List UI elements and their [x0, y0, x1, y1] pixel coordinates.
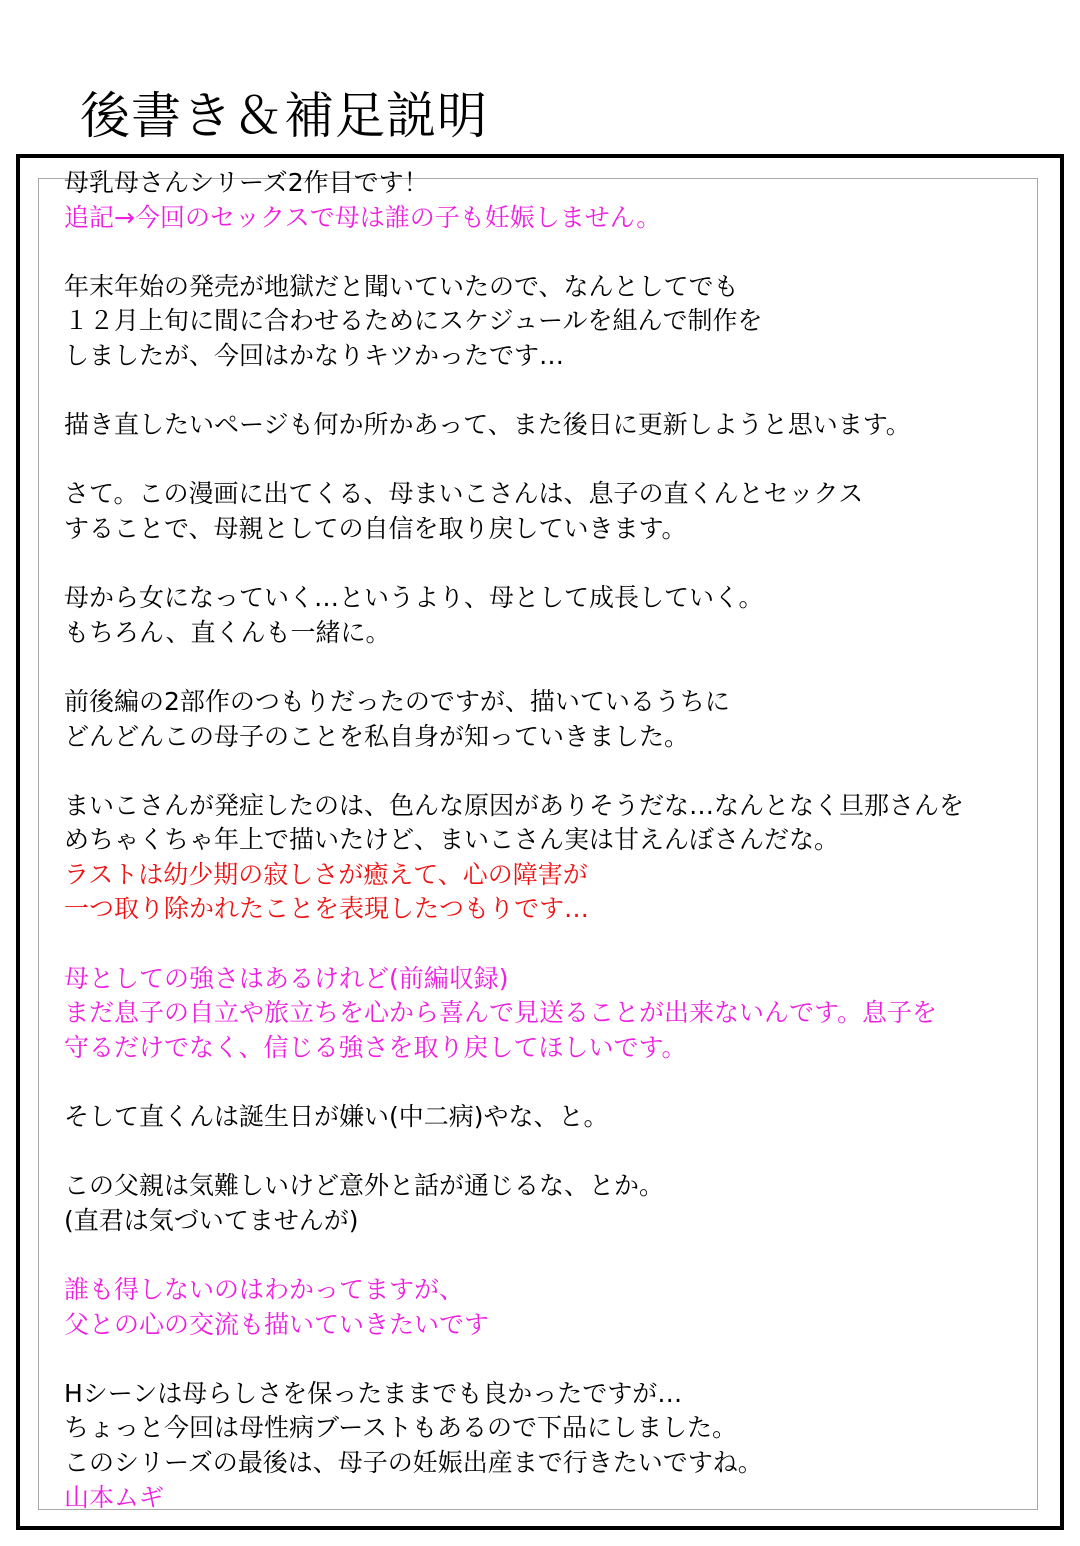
text-line: しましたが、今回はかなりキツかったです…	[64, 340, 565, 370]
text-line: 父との心の交流も描いていきたいです	[64, 1309, 490, 1339]
blank-line	[64, 443, 1044, 478]
page-title: 後書き＆補足説明	[80, 87, 488, 145]
text-line: 母から女になっていく…というより、母として成長していく。	[64, 583, 764, 613]
text-line: ちょっと今回は母性病ブーストもあるので下品にしました。	[64, 1413, 738, 1443]
blank-line	[64, 1238, 1044, 1273]
text-line: まだ息子の自立や旅立ちを心から喜んで見送ることが出来ないんです。息子を	[64, 998, 938, 1028]
text-line: １２月上旬に間に合わせるためにスケジュールを組んで制作を	[64, 306, 763, 336]
text-line: この父親は気難しいけど意外と話が通じるな、とか。	[64, 1171, 665, 1201]
text-line: めちゃくちゃ年上で描いたけど、まいこさん実は甘えんぼさんだな。	[64, 825, 840, 855]
blank-line	[64, 1342, 1044, 1377]
text-line: することで、母親としての自信を取り戻していきます。	[64, 513, 687, 543]
text-line: 一つ取り除かれたことを表現したつもりです…	[64, 894, 590, 924]
text-line: このシリーズの最後は、母子の妊娠出産まで行きたいですね。	[64, 1447, 763, 1477]
text-line: そして直くんは誕生日が嫌い(中二病)やな、と。	[64, 1102, 609, 1132]
text-line: 山本ムギ	[64, 1482, 165, 1512]
text-line: もちろん、直くんも一緒に。	[64, 617, 391, 647]
text-line: (直君は気づいてませんが)	[64, 1205, 359, 1235]
text-line: 誰も得しないのはわかってますが、	[64, 1275, 465, 1304]
blank-line	[64, 754, 1044, 789]
blank-line	[64, 1065, 1044, 1100]
text-line: 追記→今回のセックスで母は誰の子も妊娠しません。	[64, 202, 662, 232]
blank-line	[64, 547, 1044, 582]
text-line: さて。この漫画に出てくる、母まいこさんは、息子の直くんとセックス	[64, 479, 864, 509]
blank-line	[64, 235, 1044, 270]
blank-line	[64, 1135, 1044, 1170]
afterword-text	[64, 166, 1044, 1515]
text-line: 守るだけでなく、信じる強さを取り戻してほしいです。	[64, 1032, 687, 1062]
text-line: 年末年始の発売が地獄だと聞いていたので、なんとしてでも	[64, 271, 739, 301]
text-line: まいこさんが発症したのは、色んな原因がありそうだな…なんとなく旦那さんを	[64, 790, 965, 820]
text-line: どんどんこの母子のことを私自身が知っていきました。	[64, 721, 690, 751]
text-line: 母乳母さんシリーズ2作目です！	[64, 168, 429, 197]
text-line: 描き直したいページも何か所かあって、また後日に更新しようと思います。	[64, 410, 911, 440]
text-line: 母としての強さはあるけれど(前編収録)	[64, 963, 509, 993]
blank-line	[64, 927, 1044, 962]
blank-line	[64, 374, 1044, 409]
text-line: ラストは幼少期の寂しさが癒えて、心の障害が	[64, 859, 588, 889]
text-line: 前後編の2部作のつもりだったのですが、描いているうちに	[64, 686, 730, 716]
text-line: Hシーンは母らしさを保ったままでも良かったですが…	[64, 1378, 683, 1408]
blank-line	[64, 650, 1044, 685]
